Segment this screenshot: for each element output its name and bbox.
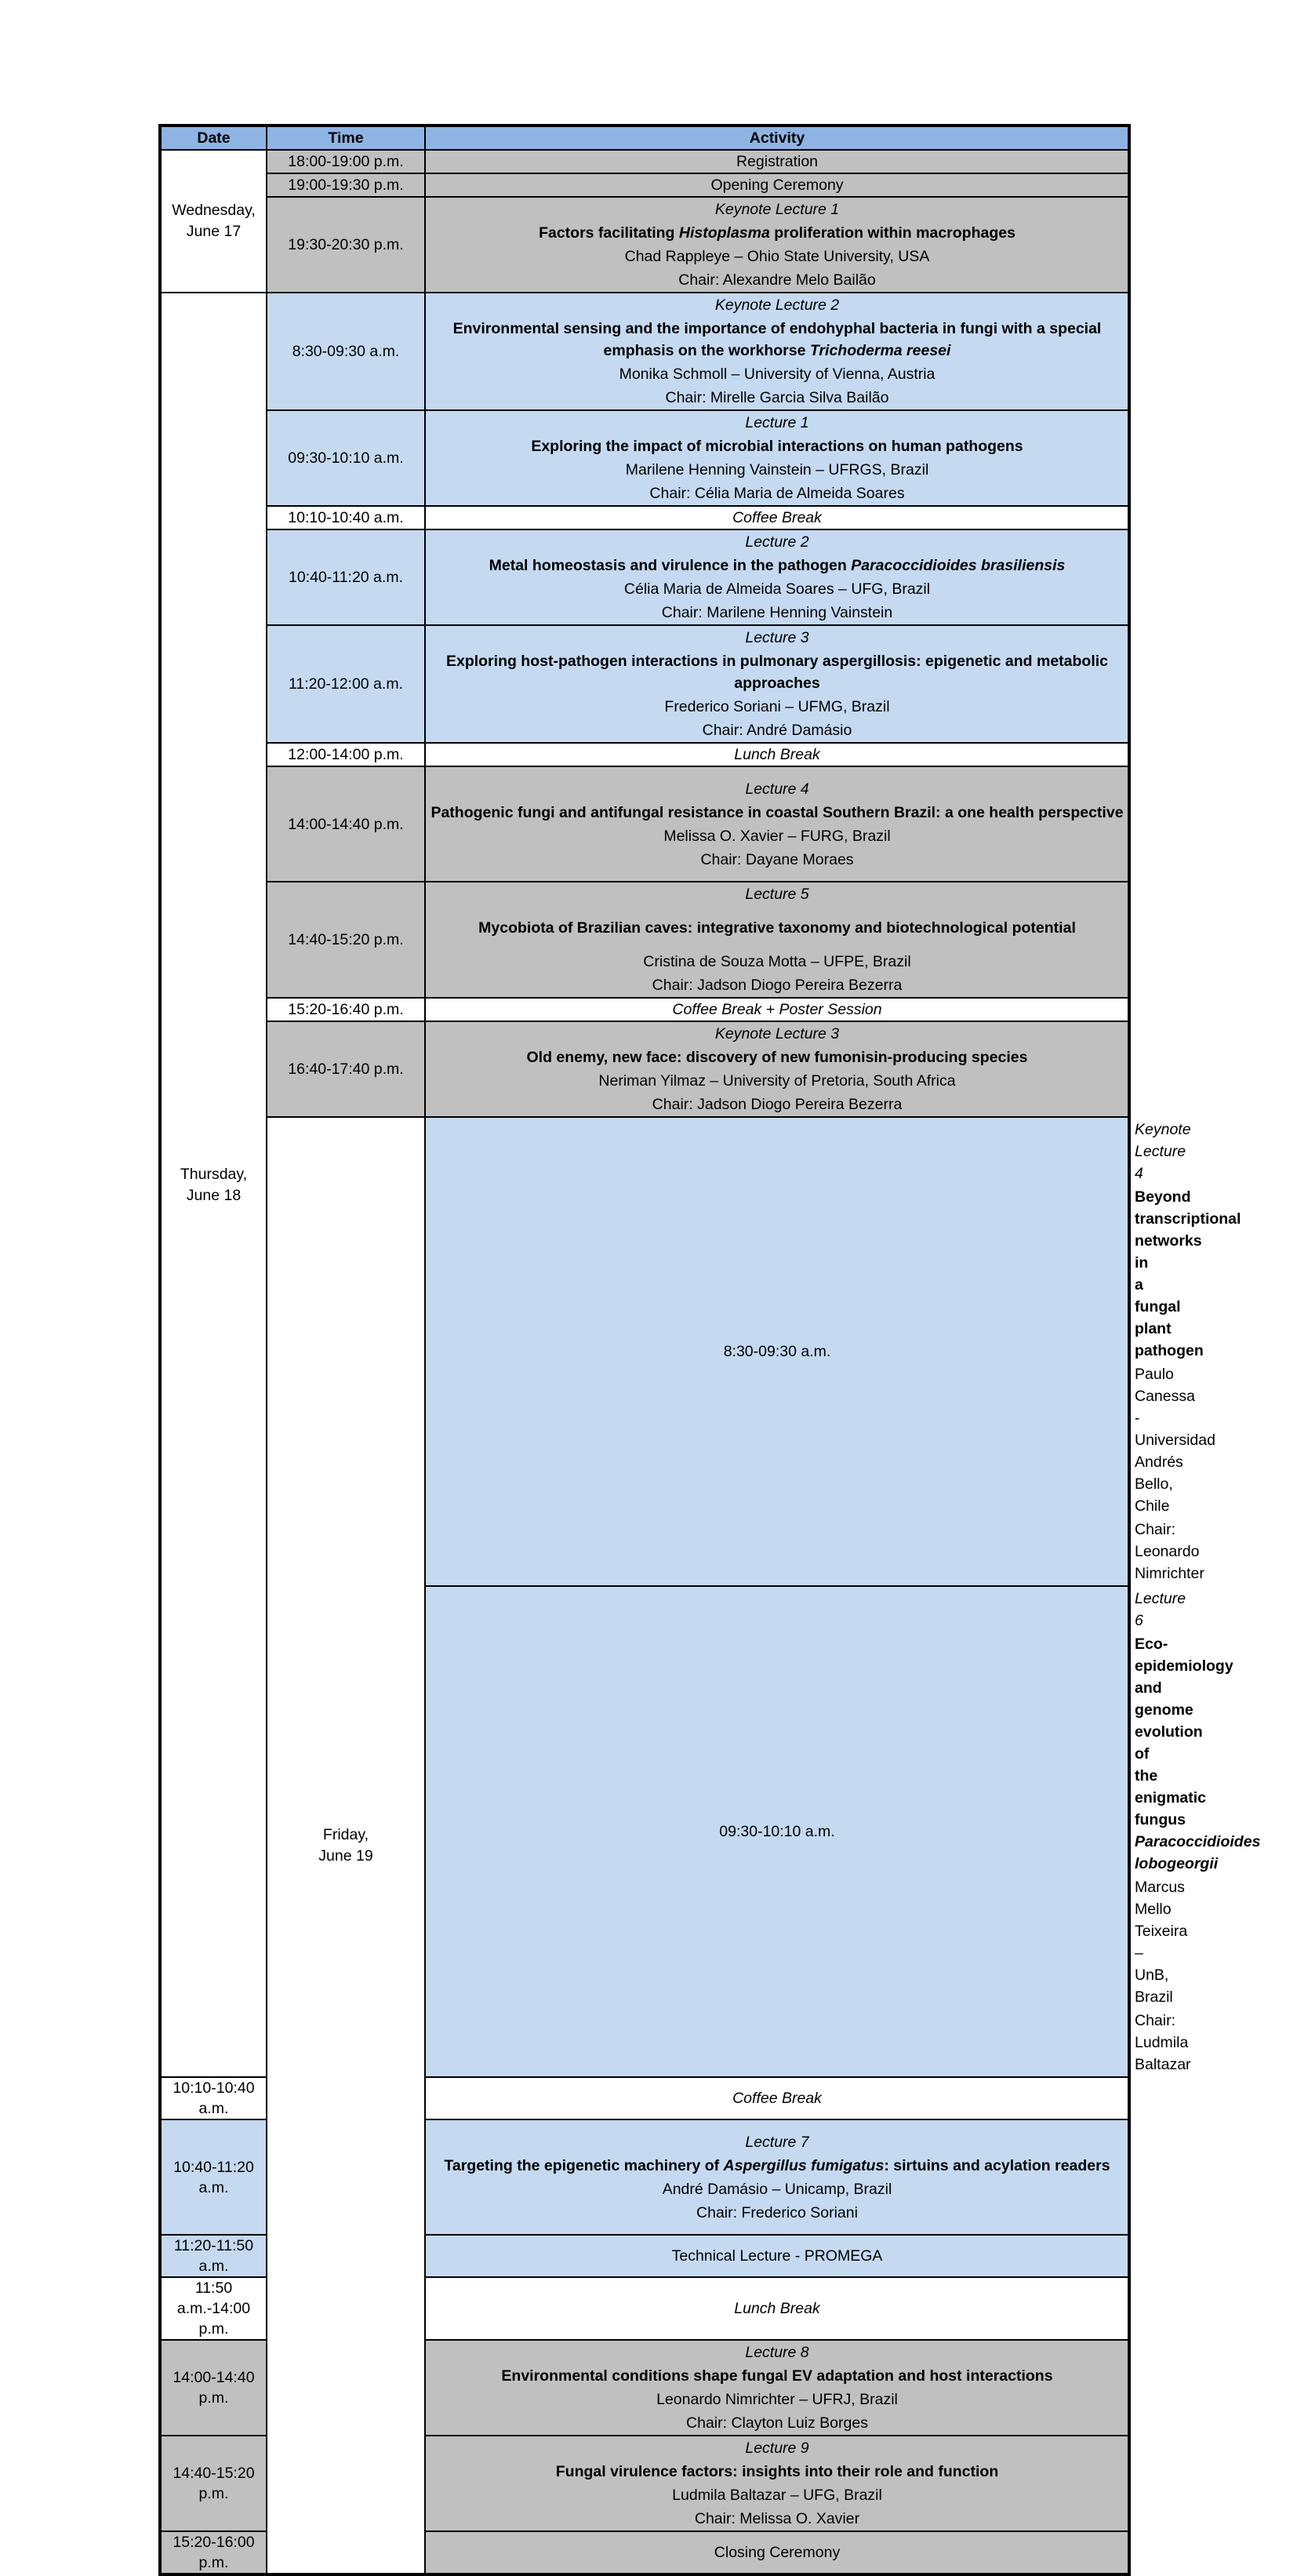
activity-cell: Closing Ceremony	[425, 2531, 1129, 2574]
session-kind: Lecture 4	[745, 780, 809, 798]
activity-cell	[425, 1021, 1129, 1117]
session-speaker: Frederico Soriani – UFMG, Brazil	[664, 698, 890, 715]
time-cell: 14:40-15:20 p.m.	[160, 2436, 267, 2531]
activity-cell	[425, 197, 1129, 293]
header-activity: Activity	[425, 126, 1129, 150]
session-kind: Lecture 2	[745, 533, 809, 551]
time-cell: 10:40-11:20 a.m.	[160, 2119, 267, 2235]
activity-cell	[425, 506, 1129, 529]
time-cell: 16:40-17:40 p.m.	[267, 1021, 425, 1117]
session-kind: Keynote Lecture 1	[714, 201, 840, 218]
activity-cell	[425, 882, 1129, 998]
time-cell: 8:30-09:30 a.m.	[425, 1117, 1129, 1586]
time-cell: 8:30-09:30 a.m.	[267, 293, 425, 410]
session-title: Metal homeostasis and virulence in the pathogen Paracoccidioides brasiliensis	[489, 557, 1066, 574]
break-label: Lunch Break	[734, 746, 820, 763]
table-row	[160, 743, 1129, 766]
time-cell: 09:30-10:10 a.m.	[267, 410, 425, 506]
session-chair: Chair: Clayton Luiz Borges	[686, 2414, 868, 2432]
time-cell: 10:10-10:40 a.m.	[267, 506, 425, 529]
activity-cell	[425, 2277, 1129, 2340]
session-kind: Keynote Lecture 2	[714, 297, 840, 314]
session-chair: Chair: Dayane Moraes	[700, 850, 854, 868]
table-row	[160, 410, 1129, 506]
table-row	[160, 173, 1129, 197]
header-time: Time	[267, 126, 425, 150]
activity-cell	[425, 766, 1129, 882]
session-speaker: Neriman Yilmaz – University of Pretoria, South Africa	[598, 1072, 956, 1090]
time-cell: 15:20-16:00 p.m.	[160, 2531, 267, 2574]
session-chair: Chair: Célia Maria de Almeida Soares	[649, 485, 905, 502]
time-cell: 14:40-15:20 p.m.	[267, 882, 425, 998]
time-cell: 12:00-14:00 p.m.	[267, 743, 425, 766]
break-label: Coffee Break	[732, 2090, 822, 2107]
session-title: Environmental sensing and the importance of endohyphal bacteria in fungi with a special emphasis on the workhorse Trichoderma reesei	[452, 320, 1102, 359]
activity-cell: Registration	[425, 150, 1129, 173]
session-chair: Chair: André Damásio	[702, 722, 852, 739]
session-kind: Lecture 3	[745, 629, 809, 646]
session-title: Mycobiota of Brazilian caves: integrative taxonomy and biotechnological potential	[478, 919, 1076, 937]
activity-cell	[425, 743, 1129, 766]
session-kind: Keynote Lecture 3	[714, 1025, 840, 1042]
session-speaker: André Damásio – Unicamp, Brazil	[662, 2180, 892, 2198]
break-label: Lunch Break	[734, 2300, 820, 2317]
session-chair: Chair: Mirelle Garcia Silva Bailão	[665, 389, 889, 406]
table-row	[160, 998, 1129, 1021]
time-cell: 10:10-10:40 a.m.	[160, 2077, 267, 2119]
activity-cell	[425, 529, 1129, 625]
session-title: Exploring host-pathogen interactions in pulmonary aspergillosis: epigenetic and metabolic approaches	[445, 653, 1109, 692]
time-cell: 11:20-11:50 a.m.	[160, 2235, 267, 2277]
activity-cell	[425, 293, 1129, 410]
activity-cell: Technical Lecture - PROMEGA	[425, 2235, 1129, 2277]
session-chair: Chair: Melissa O. Xavier	[694, 2510, 860, 2527]
schedule-page	[158, 124, 1261, 2576]
time-cell: 11:50 a.m.-14:00 p.m.	[160, 2277, 267, 2340]
session-speaker: Marilene Henning Vainstein – UFRGS, Brazil	[625, 461, 929, 478]
activity-cell	[425, 410, 1129, 506]
table-row	[160, 293, 1129, 410]
session-speaker: Leonardo Nimrichter – UFRJ, Brazil	[656, 2391, 898, 2408]
table-row	[160, 625, 1129, 743]
session-speaker: Célia Maria de Almeida Soares – UFG, Brazil	[623, 580, 931, 598]
session-kind: Lecture 8	[745, 2344, 809, 2361]
session-kind: Lecture 9	[745, 2440, 809, 2457]
table-row	[160, 1021, 1129, 1117]
day-cell-wednesday: Wednesday, June 17	[160, 150, 267, 293]
time-cell: 10:40-11:20 a.m.	[267, 529, 425, 625]
activity-cell	[425, 2077, 1129, 2119]
session-kind: Lecture 7	[745, 2133, 809, 2151]
time-cell: 19:30-20:30 p.m.	[267, 197, 425, 293]
time-cell: 18:00-19:00 p.m.	[267, 150, 425, 173]
activity-cell: Opening Ceremony	[425, 173, 1129, 197]
time-cell: 11:20-12:00 a.m.	[267, 625, 425, 743]
session-chair: Chair: Marilene Henning Vainstein	[661, 604, 893, 621]
session-speaker: Monika Schmoll – University of Vienna, Austria	[619, 366, 936, 383]
day-cell-thursday: Thursday, June 18	[160, 293, 267, 2077]
header-date: Date	[160, 126, 267, 150]
session-title: Environmental conditions shape fungal EV adaptation and host interactions	[501, 2367, 1053, 2385]
session-speaker: Ludmila Baltazar – UFG, Brazil	[672, 2487, 882, 2504]
session-title: Targeting the epigenetic machinery of Aspergillus fumigatus: sirtuins and acylation readers	[444, 2156, 1110, 2174]
table-row	[160, 766, 1129, 882]
session-title: Pathogenic fungi and antifungal resistance in coastal Southern Brazil: a one health perspective	[431, 803, 1124, 821]
time-cell: 19:00-19:30 p.m.	[267, 173, 425, 197]
time-cell: 15:20-16:40 p.m.	[267, 998, 425, 1021]
table-row: 09:30-10:10 a.m. Lecture 6 Eco-epidemiology and genome evolution of the enigmatic fungus Paracoccidioides lobogeorgii Marcus Mello Teixeira – UnB, Brazil Chair: Ludmila Baltazar	[160, 1586, 1129, 2077]
activity-cell	[425, 2436, 1129, 2531]
table-row: Friday, June 19 8:30-09:30 a.m. Keynote Lecture 4 Beyond transcriptional networks in a fungal plant pathogen Paulo Canessa - Universidad Andrés Bello, Chile Chair: Leonardo Nimrichter	[160, 1117, 1129, 1586]
session-chair: Chair: Alexandre Melo Bailão	[678, 271, 876, 289]
break-label: Coffee Break + Poster Session	[672, 1001, 882, 1018]
time-cell: 14:00-14:40 p.m.	[160, 2340, 267, 2436]
table-row	[160, 529, 1129, 625]
session-title: Factors facilitating Histoplasma proliferation within macrophages	[539, 224, 1015, 242]
session-title: Fungal virulence factors: insights into their role and function	[555, 2463, 999, 2480]
session-chair: Chair: Jadson Diogo Pereira Bezerra	[652, 1096, 903, 1113]
break-label: Coffee Break	[732, 509, 822, 526]
activity-cell	[425, 625, 1129, 743]
time-cell: 14:00-14:40 p.m.	[267, 766, 425, 882]
session-kind: Lecture 5	[745, 886, 809, 903]
session-speaker: Chad Rappleye – Ohio State University, USA	[624, 248, 930, 265]
table-row	[160, 197, 1129, 293]
session-speaker: Melissa O. Xavier – FURG, Brazil	[663, 827, 891, 845]
activity-cell	[425, 2119, 1129, 2235]
schedule-table	[158, 124, 1261, 2576]
time-cell: 09:30-10:10 a.m.	[425, 1586, 1129, 2077]
session-chair: Chair: Frederico Soriani	[696, 2203, 858, 2221]
session-title: Exploring the impact of microbial interactions on human pathogens	[531, 438, 1023, 455]
activity-cell	[425, 998, 1129, 1021]
session-chair: Chair: Jadson Diogo Pereira Bezerra	[652, 977, 903, 994]
session-speaker: Cristina de Souza Motta – UFPE, Brazil	[643, 953, 911, 970]
session-kind: Lecture 1	[745, 414, 809, 431]
day-cell-friday: Friday, June 19	[267, 1117, 425, 2574]
table-row	[160, 506, 1129, 529]
session-title: Old enemy, new face: discovery of new fumonisin-producing species	[526, 1049, 1028, 1066]
header-row	[160, 126, 1129, 150]
table-row	[160, 150, 1129, 173]
activity-cell	[425, 2340, 1129, 2436]
table-row	[160, 882, 1129, 998]
